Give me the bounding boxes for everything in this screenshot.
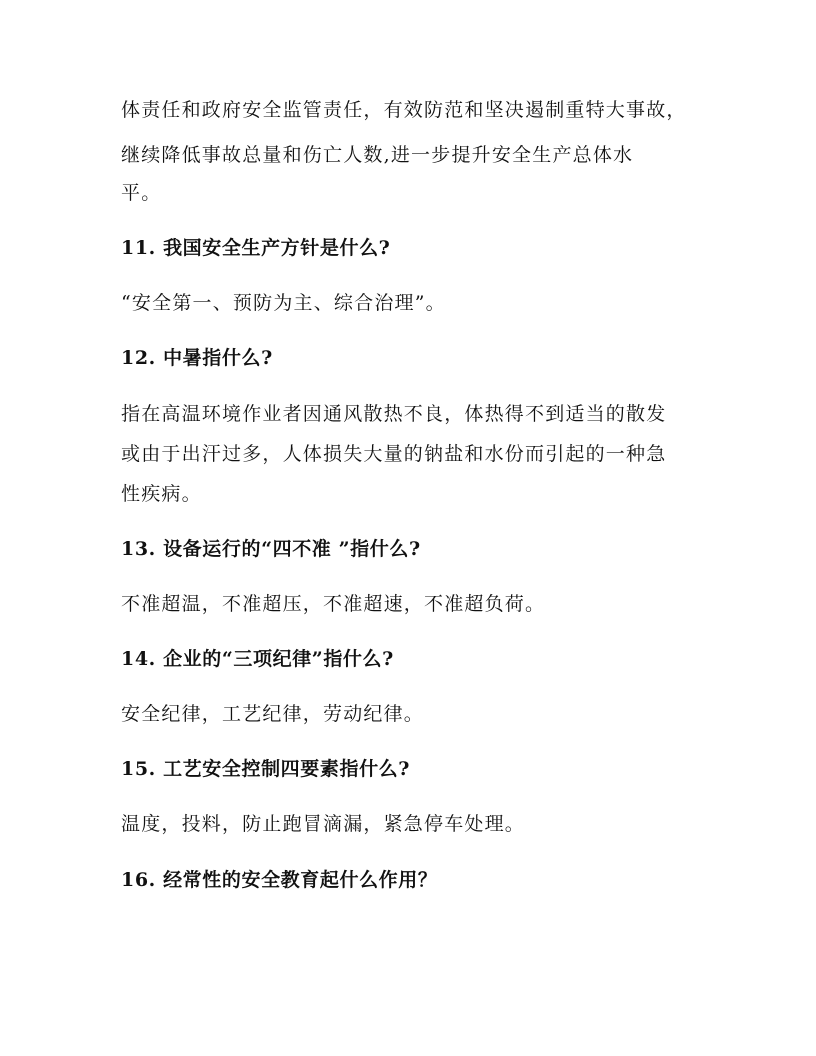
answer-text-line: 指在高温环境作业者因通风散热不良，体热得不到适当的散发 bbox=[121, 403, 667, 425]
question-heading: 15. 工艺安全控制四要素指什么? bbox=[121, 758, 411, 780]
question-heading: 16. 经常性的安全教育起什么作用？ bbox=[121, 869, 438, 891]
body-text-line: 体责任和政府安全监管责任，有效防范和坚决遏制重特大事故， bbox=[121, 99, 687, 121]
body-text-line: 平。 bbox=[121, 182, 162, 204]
answer-text-line: “安全第一、预防为主、综合治理”。 bbox=[121, 292, 446, 314]
answer-text-line: 或由于出汗过多，人体损失大量的钠盐和水份而引起的一种急 bbox=[121, 443, 667, 465]
body-text-line: 继续降低事故总量和伤亡人数,进一步提升安全生产总体水 bbox=[121, 144, 634, 166]
question-heading: 14. 企业的“三项纪律”指什么? bbox=[121, 648, 394, 670]
answer-text-line: 温度，投料，防止跑冒滴漏，紧急停车处理。 bbox=[121, 813, 526, 835]
question-heading: 11. 我国安全生产方针是什么? bbox=[121, 237, 391, 259]
answer-text-line: 不准超温，不准超压，不准超速，不准超负荷。 bbox=[121, 593, 546, 615]
answer-text-line: 安全纪律，工艺纪律，劳动纪律。 bbox=[121, 703, 425, 725]
answer-text-line: 性疾病。 bbox=[121, 483, 202, 505]
question-heading: 13. 设备运行的“四不准 ”指什么? bbox=[121, 538, 421, 560]
question-heading: 12. 中暑指什么? bbox=[121, 347, 273, 369]
